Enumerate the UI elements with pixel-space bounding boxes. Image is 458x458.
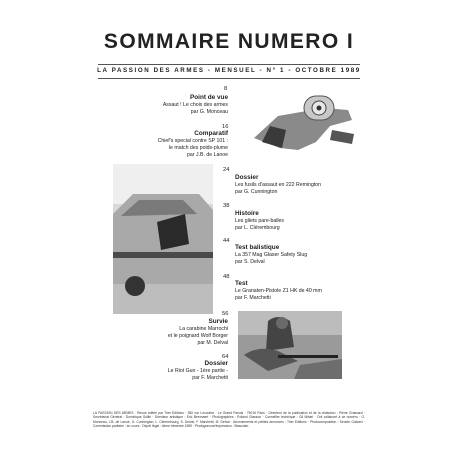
entry-page-number: 24: [223, 167, 230, 173]
entry-line: La 357 Mag Glaser Safety Slug: [235, 252, 308, 258]
entry-line: La carabine Marrochi: [179, 326, 228, 332]
entry-page-number: 64: [222, 354, 229, 360]
revolver-illustration: [234, 90, 362, 156]
soldiers-illustration: [238, 311, 342, 379]
entry-line: et le poignard Wolf Borger: [167, 333, 228, 339]
entry-line: par M. Delval: [197, 340, 228, 346]
entry-line: le match des poids-plume: [168, 145, 228, 151]
contents-entry: [235, 174, 365, 196]
entry-page-number: 8: [224, 86, 228, 92]
soldiers-photo: [238, 311, 342, 379]
entry-line: par J.B. de Lanoe: [187, 152, 228, 158]
entry-heading: Dossier: [204, 360, 228, 367]
entry-line: par G. Cunnington: [235, 189, 278, 195]
entry-heading: Test balistique: [235, 244, 280, 251]
contents-entry: [235, 244, 365, 266]
contents-entry: [235, 210, 365, 232]
entry-line: Le Riot Gun - 1ère partie -: [167, 368, 228, 374]
entry-line: par F. Marchetti: [235, 295, 271, 301]
entry-heading: Test: [235, 280, 248, 287]
contents-entry: [98, 318, 228, 347]
entry-line: par L. Clérembourg: [235, 225, 280, 231]
entry-page-number: 48: [223, 274, 230, 280]
revolver-photo: [234, 90, 362, 156]
entry-line: Chief's special contre SP 101 :: [157, 138, 228, 144]
car-photo: [113, 164, 213, 314]
entry-page-number: 56: [222, 311, 229, 317]
entry-heading: Dossier: [235, 174, 259, 181]
entry-heading: Comparatif: [194, 130, 228, 137]
publication-credits: LA PASSION DES ARMES · Revue éditée par Trier Editions · 350 rue Lecourbe · Le Grand Pavois · 75015 Paris · Directeur de la publication et de la rédaction : Pierre Grassard · Secrétariat Général : Dominique Sollie · Directeur artistique : Eric Beernaert · Photographies : Roland Glasson · Conseiller technique : Gil Mistel · Ont collaboré à ce numéro : G. Monceau, J.B. de Lanoe, G. Cunnington, L. Clérembourg, S. Delval, F. Marchetti, M. Delval · Abonnements et petites annonces : Trier Editions · Photocomposition : Sender Galvani · Commission paritaire : en cours · Dépôt légal : 4ème trimestre 1989 · Photogravure/Impression : Beauclair.: [93, 411, 365, 429]
car-illustration: [113, 164, 213, 314]
contents-entry: [98, 360, 228, 382]
header-rule-top: [98, 64, 360, 65]
entry-heading: Survie: [208, 318, 228, 325]
entry-line: Le Granaten-Pistole Z1 HK de 40 mm: [235, 288, 322, 294]
entry-line: par F. Marchetti: [192, 375, 228, 381]
entry-page-number: 44: [223, 238, 230, 244]
page-title: SOMMAIRE NUMERO I: [103, 30, 355, 53]
entry-line: Les fusils d'assaut en 222 Remington: [235, 182, 322, 188]
entry-heading: Histoire: [235, 210, 259, 217]
issue-subtitle: LA PASSION DES ARMES - MENSUEL - N° 1 - OCTOBRE 1989: [97, 67, 361, 74]
entry-line: Les gilets pare-balles: [235, 218, 285, 224]
header-rule-bottom: [98, 78, 360, 79]
entry-heading: Point de vue: [190, 94, 228, 101]
entry-page-number: 38: [223, 203, 230, 209]
contents-entry: [235, 280, 365, 302]
entry-line: par G. Monceau: [190, 109, 228, 115]
contents-entry: [98, 130, 228, 159]
entry-line: Assaut ! Le choix des armes: [162, 102, 228, 108]
entry-line: par S. Delval: [235, 259, 265, 265]
entry-page-number: 16: [222, 124, 229, 130]
contents-entry: [108, 94, 228, 116]
